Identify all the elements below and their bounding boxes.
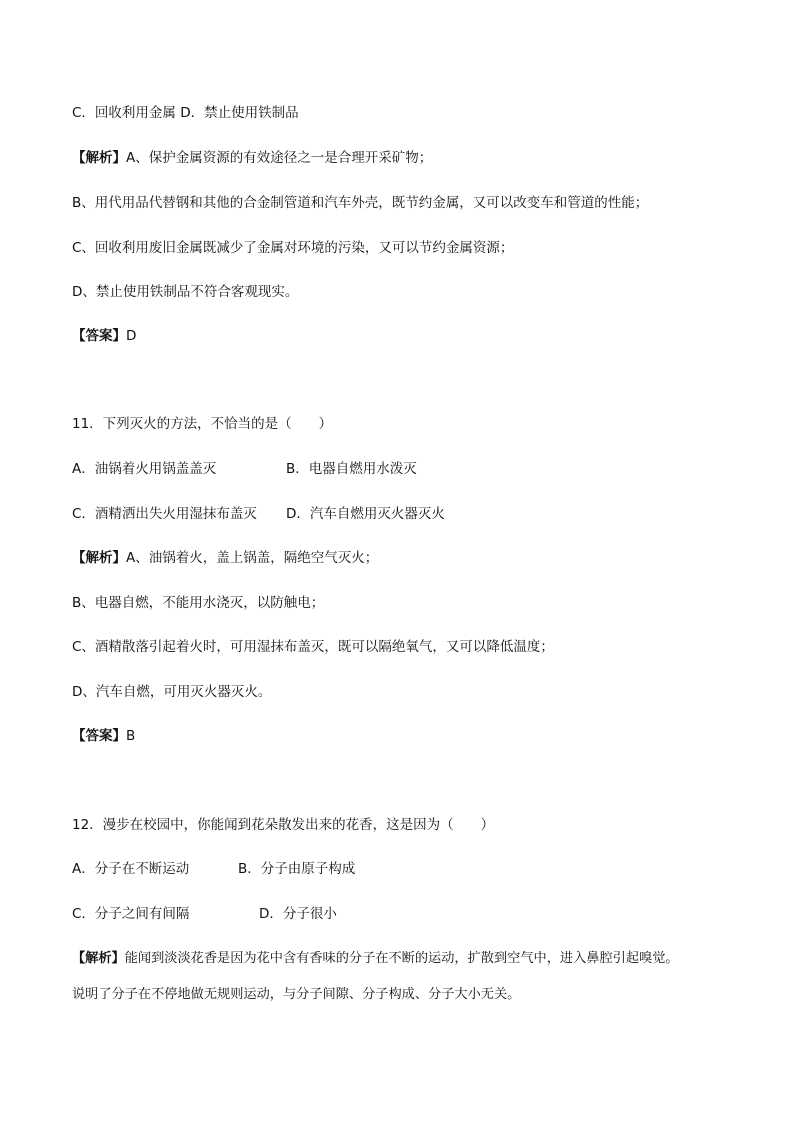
q11-analysis-d: D、汽车自燃，可用灭火器灭火。 (72, 684, 272, 700)
q11-option-a: A．油锅着火用锅盖盖灭 (72, 461, 217, 477)
q10-options-cd: C．回收利用金属 D．禁止使用铁制品 (72, 105, 299, 121)
q12-options-cd (72, 904, 337, 924)
q11-option-d: D．汽车自燃用灭火器灭火 (286, 506, 445, 522)
q10-answer-value: D (126, 328, 137, 344)
q11-option-b: B．电器自燃用水泼灭 (286, 461, 417, 477)
q11-answer-tag: 【答案】 (72, 728, 126, 744)
q11-options-cd (72, 504, 445, 524)
q11-answer-value: B (126, 728, 136, 744)
q10-analysis-tag: 【解析】 (72, 150, 126, 166)
q12-option-d: D．分子很小 (259, 906, 337, 922)
q11-option-c: C．酒精洒出失火用湿抹布盖灭 (72, 506, 257, 522)
q12-option-b: B．分子由原子构成 (238, 861, 356, 877)
q10-analysis-a (72, 148, 432, 168)
q12-analysis-line2: 说明了分子在不停地做无规则运动，与分子间隙、分子构成、分子大小无关。 (72, 987, 521, 1002)
q10-analysis-d: D、禁止使用铁制品不符合客观现实。 (72, 284, 299, 300)
q11-analysis-tag: 【解析】 (72, 550, 126, 566)
q12-analysis-tag: 【解析】 (72, 951, 125, 966)
q12-option-c: C．分子之间有间隔 (72, 906, 190, 922)
q10-answer (72, 326, 136, 346)
q11-analysis-b: B、电器自燃，不能用水浇灭，以防触电； (72, 595, 325, 611)
q10-analysis-a-text: A、保护金属资源的有效途径之一是合理开采矿物； (126, 150, 433, 166)
q11-options-ab (72, 459, 417, 479)
q12-analysis-line1-text: 能闻到淡淡花香是因为花中含有香味的分子在不断的运动，扩散到空气中，进入鼻腔引起嗅觉。 (124, 951, 679, 966)
q11-analysis-a (72, 548, 378, 568)
q11-analysis-a-text: A、油锅着火，盖上锅盖，隔绝空气灭火； (126, 550, 379, 566)
q12-analysis-line1 (72, 949, 679, 969)
q12-stem: 12．漫步在校园中，你能闻到花朵散发出来的花香，这是因为（ ） (72, 817, 495, 833)
q10-analysis-c: C、回收利用废旧金属既减少了金属对环境的污染，又可以节约金属资源； (72, 240, 514, 256)
q10-analysis-b: B、用代用品代替钢和其他的合金制管道和汽车外壳，既节约金属，又可以改变车和管道的性能； (72, 195, 649, 211)
q11-analysis-c: C、酒精散落引起着火时，可用湿抹布盖灭，既可以隔绝氧气，又可以降低温度； (72, 639, 554, 655)
q11-answer (72, 726, 135, 746)
q10-answer-tag: 【答案】 (72, 328, 126, 344)
q12-options-ab (72, 859, 356, 879)
q11-stem: 11．下列灭火的方法，不恰当的是（ ） (72, 416, 333, 432)
q12-option-a: A．分子在不断运动 (72, 861, 190, 877)
